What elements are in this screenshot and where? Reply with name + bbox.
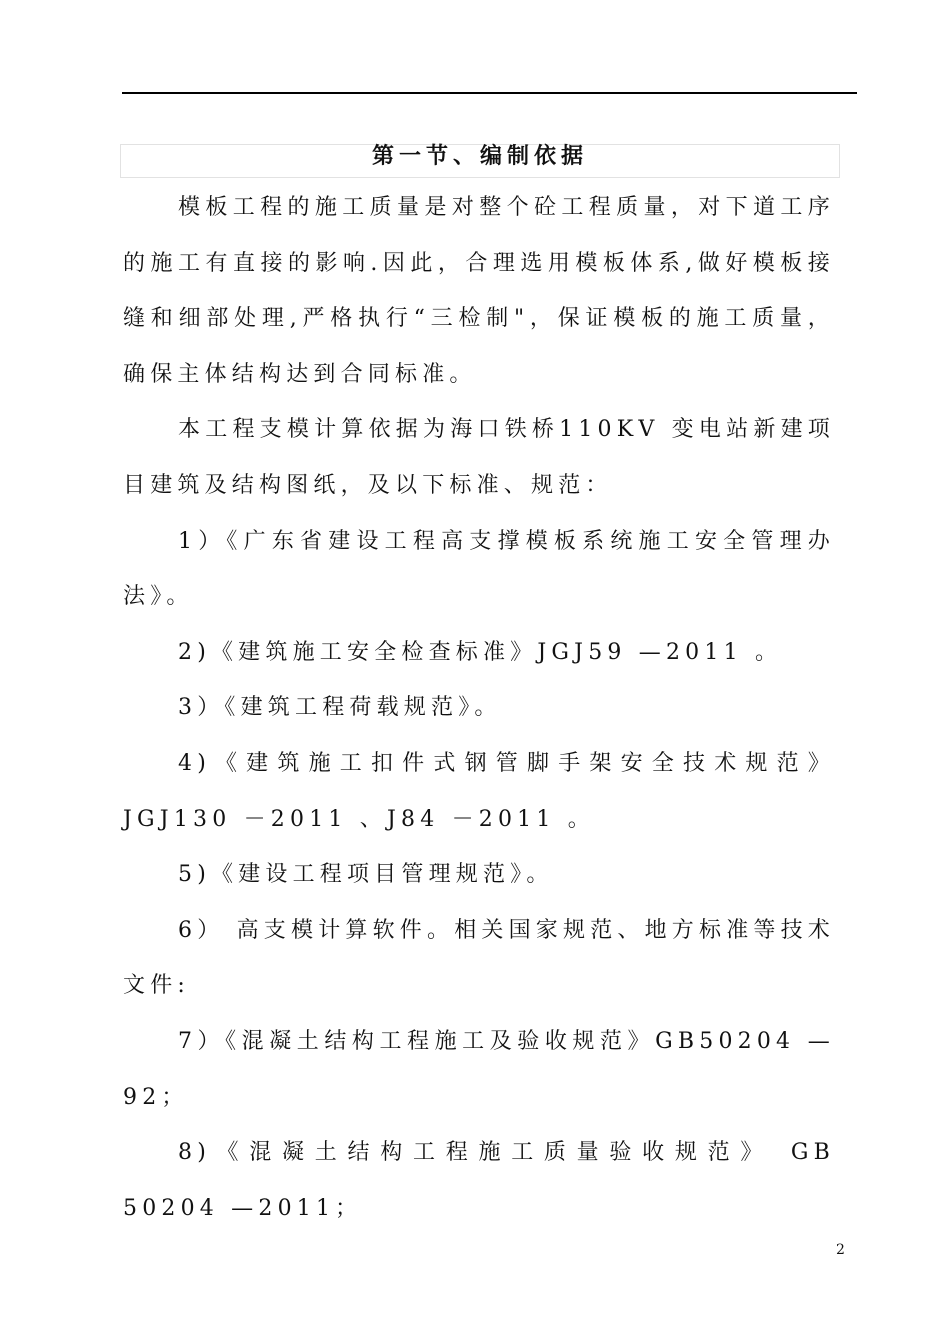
- list-item: 1）《广东省建设工程高支撑模板系统施工安全管理办法》。: [123, 528, 835, 610]
- list-item: 6） 高支模计算软件。相关国家规范、地方标准等技术文件:: [123, 917, 835, 999]
- list-item: 8)《混凝土结构工程施工质量验收规范》 GB 50204 —2011；: [123, 1140, 835, 1221]
- section-title: 第一节、编制依据: [371, 144, 588, 169]
- header-rule: [122, 92, 857, 94]
- page-number: 2: [836, 1242, 845, 1258]
- list-item: 4)《建筑施工扣件式钢管脚手架安全技术规范》JGJ130 －2011 、J84 －2011 。: [123, 750, 835, 832]
- list-item: 3）《建筑工程荷载规范》。: [178, 695, 502, 721]
- list-item: 5)《建设工程项目管理规范》。: [178, 862, 554, 888]
- body-text: [123, 180, 835, 1236]
- list-item: 7）《混凝土结构工程施工及验收规范》GB50204 —92；: [123, 1028, 835, 1110]
- paragraph-intro: 模板工程的施工质量是对整个砼工程质量，对下道工序的施工有直接的影响.因此，合理选用模板体系,做好模板接缝和细部处理,严格执行“三检制"，保证模板的施工质量，确保主体结构达到合同标准。: [123, 195, 835, 387]
- list-item: 2)《建筑施工安全检查标准》JGJ59 —2011 。: [178, 639, 783, 665]
- paragraph-basis: 本工程支模计算依据为海口铁桥110KV 变电站新建项目建筑及结构图纸，及以下标准、规范：: [123, 417, 835, 498]
